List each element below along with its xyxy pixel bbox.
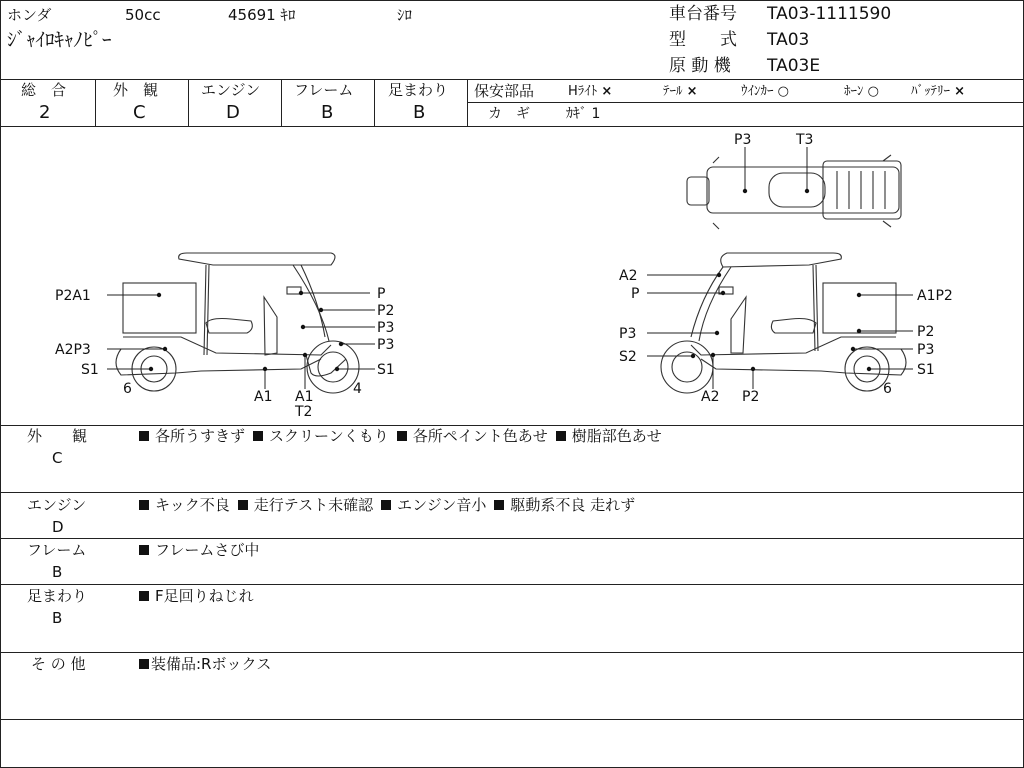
left-rear-pillar <box>204 265 209 355</box>
safety-horn: ﾎｰﾝ ○ <box>844 84 879 99</box>
right-windscreen <box>691 267 723 337</box>
diagram-label: P3 <box>377 337 395 353</box>
key-value: ｶｷﾞ 1 <box>566 106 601 122</box>
right-rear-pillar <box>813 265 818 351</box>
note-grade: B <box>52 609 63 627</box>
divider <box>1 492 1023 493</box>
other-notes: 装備品:Rボックス <box>139 657 279 672</box>
type-value: TA03 <box>767 30 810 50</box>
diagram-label: 6 <box>123 381 132 397</box>
suspension-notes: F足回りねじれ <box>139 589 262 604</box>
left-roof <box>179 253 335 265</box>
type-label: 型 式 <box>669 30 737 50</box>
divider <box>1 538 1023 539</box>
engine-label: 原 動 機 <box>669 56 731 76</box>
grade-value: D <box>226 102 240 123</box>
grade-value: 2 <box>39 102 51 123</box>
diagram-label: P2 <box>377 303 395 319</box>
grade-label: エンジン <box>201 81 261 99</box>
diagram-label: P3 <box>619 326 637 342</box>
diagram-label: A2 <box>619 268 638 284</box>
note-label: フレーム <box>27 541 87 559</box>
mileage: 45691 ｷﾛ <box>228 6 296 24</box>
top-slats <box>837 171 885 209</box>
divider <box>281 79 282 126</box>
divider <box>1 719 1023 720</box>
divider <box>1 584 1023 585</box>
displacement: 50cc <box>125 6 161 24</box>
diagram-label: A1P2 <box>917 288 953 304</box>
left-front-wheel <box>307 341 359 393</box>
right-legshield <box>731 297 746 353</box>
right-roof <box>721 253 842 267</box>
diagram-label: P2 <box>917 324 935 340</box>
diagram-label: 6 <box>883 381 892 397</box>
diagram-label: 4 <box>353 381 362 397</box>
note-label: エンジン <box>27 496 87 514</box>
engine-notes: キック不良 走行テスト未確認 エンジン音小 駆動系不良 走れず <box>139 498 643 513</box>
diagram-label: S2 <box>619 349 637 365</box>
diagram-label: A2P3 <box>55 342 91 358</box>
diagram-label: P3 <box>377 320 395 336</box>
top-mirrors <box>713 155 891 229</box>
left-legshield <box>264 297 277 355</box>
grade-label: 総 合 <box>21 81 67 99</box>
note-label: 外 観 <box>27 427 88 445</box>
divider <box>467 79 468 126</box>
top-front <box>687 177 709 205</box>
grade-label: 外 観 <box>113 81 159 99</box>
divider <box>1 652 1023 653</box>
grade-value: B <box>321 102 334 123</box>
safety-headlight: Hﾗｲﾄ × <box>568 84 613 99</box>
divider <box>1 79 1023 80</box>
divider <box>95 79 96 126</box>
model-name: ｼﾞｬｲﾛｷｬﾉﾋﾟｰ <box>7 29 112 51</box>
left-front-fender <box>306 355 346 376</box>
left-rear-box <box>123 283 196 333</box>
left-seat <box>206 319 252 334</box>
frame-notes: フレームさび中 <box>139 543 267 558</box>
diagram-label: A2 <box>701 389 720 405</box>
grade-label: フレーム <box>294 81 354 99</box>
note-label: 足まわり <box>27 587 88 605</box>
top-body <box>707 167 899 213</box>
divider <box>374 79 375 126</box>
right-body-line <box>691 337 896 355</box>
diagram-label: P2A1 <box>55 288 91 304</box>
diagram-label: P <box>631 286 640 302</box>
diagram-label: A1 <box>254 389 273 405</box>
key-label: カ ギ <box>488 106 530 122</box>
safety-battery: ﾊﾞｯﾃﾘｰ × <box>911 84 966 99</box>
right-rear-box <box>823 283 896 333</box>
safety-winker: ｳｲﾝｶｰ ○ <box>741 84 789 99</box>
damage-diagram <box>1 127 1023 427</box>
body-color: ｼﾛ <box>397 6 413 24</box>
maker: ホンダ <box>7 6 52 24</box>
divider <box>1 425 1023 426</box>
safety-label: 保安部品 <box>474 82 535 100</box>
diagram-label: S1 <box>377 362 395 378</box>
diagram-label: P3 <box>917 342 935 358</box>
divider <box>467 102 1023 103</box>
left-front-hub <box>318 352 348 382</box>
grade-value: B <box>413 102 426 123</box>
chassis-number: TA03-1111590 <box>767 4 892 24</box>
note-grade: B <box>52 563 63 581</box>
diagram-label: P3 <box>734 132 752 148</box>
grade-value: C <box>133 102 146 123</box>
diagram-label: P <box>377 286 386 302</box>
top-rear-box <box>823 161 901 219</box>
right-seat <box>771 319 816 334</box>
top-seat <box>769 173 825 207</box>
divider <box>188 79 189 126</box>
right-front-wheel <box>661 341 713 393</box>
note-label: そ の 他 <box>31 655 86 673</box>
chassis-label: 車台番号 <box>669 4 737 24</box>
exterior-notes: 各所うすきず スクリーンくもり 各所ペイント色あせ 樹脂部色あせ <box>139 429 670 444</box>
diagram-label: T2 <box>295 404 313 420</box>
diagram-label: T3 <box>796 132 814 148</box>
diagram-label: A1 <box>295 389 314 405</box>
diagram-label: P2 <box>742 389 760 405</box>
safety-taillight: ﾃｰﾙ × <box>663 84 698 99</box>
note-grade: D <box>52 518 64 536</box>
diagram-label: S1 <box>81 362 99 378</box>
left-body-line <box>123 337 331 355</box>
engine-value: TA03E <box>767 56 821 76</box>
grade-label: 足まわり <box>388 81 449 99</box>
diagram-label: S1 <box>917 362 935 378</box>
note-grade: C <box>52 449 63 467</box>
